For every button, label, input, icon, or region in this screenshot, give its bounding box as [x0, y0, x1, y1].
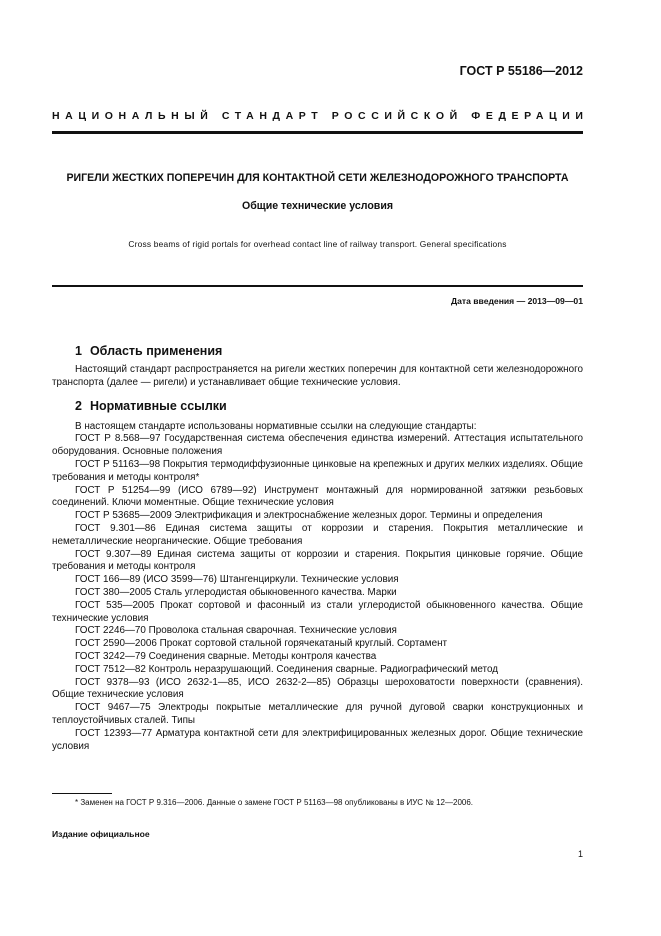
- introduction-date: Дата введения — 2013—09—01: [450, 296, 583, 306]
- reference-list: [52, 433, 583, 753]
- reference-item: ГОСТ 380—2005 Сталь углеродистая обыкновенного качества. Марки: [75, 586, 397, 598]
- section-heading: [52, 395, 583, 417]
- section-paragraph: Настоящий стандарт распространяется на ригели жестких поперечин для контактной сети железнодорожного транспорта (далее — ригели) и устанавливает общие технические условия.: [52, 364, 583, 388]
- section-number: 1: [75, 344, 82, 358]
- reference-item: ГОСТ 12393—77 Арматура контактной сети для электрифицированных железных дорог. Общие технические условия: [52, 727, 583, 752]
- reference-item: ГОСТ 9378—93 (ИСО 2632-1—85, ИСО 2632-2—85) Образцы шероховатости поверхности (сравнения). Общие технические условия: [52, 676, 583, 701]
- reference-item: ГОСТ Р 51254—99 (ИСО 6789—92) Инструмент монтажный для нормированной затяжки резьбовых соединений. Ключи моментные. Общие технические условия: [52, 484, 583, 509]
- footnote: * Заменен на ГОСТ Р 9.316—2006. Данные о замене ГОСТ Р 51163—98 опубликованы в ИУС № 12—2006.: [75, 798, 474, 807]
- reference-item: ГОСТ 535—2005 Прокат сортовой и фасонный из стали углеродистой обыкновенного качества. Общие технические условия: [52, 599, 583, 624]
- footnote-divider: [52, 793, 112, 794]
- title-divider: [52, 285, 583, 287]
- standard-subtitle: Общие технические условия: [241, 200, 394, 212]
- reference-item: ГОСТ 3242—79 Соединения сварные. Методы контроля качества: [75, 650, 377, 662]
- reference-item: ГОСТ 9467—75 Электроды покрытые металлические для ручной дуговой сварки конструкционных и теплоустойчивых сталей. Типы: [52, 702, 583, 726]
- section-paragraph: В настоящем стандарте использованы нормативные ссылки на следующие стандарты:: [75, 420, 477, 432]
- national-standard-banner: НАЦИОНАЛЬНЫЙ СТАНДАРТ РОССИЙСКОЙ ФЕДЕРАЦИИ: [52, 110, 589, 122]
- section-title: Область применения: [89, 344, 223, 358]
- reference-item: ГОСТ 2246—70 Проволока стальная сварочная. Технические условия: [75, 625, 397, 637]
- page-number: 1: [577, 849, 583, 859]
- reference-item: ГОСТ Р 51163—98 Покрытия термодиффузионные цинковые на крепежных и других мелких изделиях. Общие требования и методы контроля*: [52, 458, 583, 483]
- section-heading: [52, 340, 583, 362]
- section-title: Нормативные ссылки: [89, 398, 227, 413]
- official-edition-label: Издание официальное: [52, 829, 150, 839]
- document-body: [52, 340, 583, 753]
- english-title: Cross beams of rigid portals for overhead contact line of railway transport. General specifications: [128, 239, 507, 249]
- header-divider: [52, 131, 583, 134]
- reference-item: ГОСТ 2590—2006 Прокат сортовой стальной горячекатаный круглый. Сортамент: [75, 638, 448, 650]
- document-number: ГОСТ Р 55186—2012: [459, 64, 583, 78]
- reference-item: ГОСТ Р 53685—2009 Электрификация и электроснабжение железных дорог. Термины и определения: [75, 510, 543, 522]
- section-number: 2: [75, 398, 82, 413]
- reference-item: ГОСТ 9.301—86 Единая система защиты от коррозии и старения. Покрытия металлические и неметаллические неорганические. Общие требования: [52, 522, 583, 547]
- reference-item: ГОСТ 7512—82 Контроль неразрушающий. Соединения сварные. Радиографический метод: [75, 663, 498, 675]
- reference-item: ГОСТ Р 8.568—97 Государственная система обеспечения единства измерений. Аттестация испытательного оборудования. Основные положения: [52, 433, 583, 458]
- reference-item: ГОСТ 9.307—89 Единая система защиты от коррозии и старения. Покрытия цинковые горячие. Общие требования и методы контроля: [52, 548, 583, 573]
- reference-item: ГОСТ 166—89 (ИСО 3599—76) Штангенциркули. Технические условия: [75, 574, 399, 586]
- standard-title: РИГЕЛИ ЖЕСТКИХ ПОПЕРЕЧИН ДЛЯ КОНТАКТНОЙ СЕТИ ЖЕЛЕЗНОДОРОЖНОГО ТРАНСПОРТА: [66, 172, 569, 184]
